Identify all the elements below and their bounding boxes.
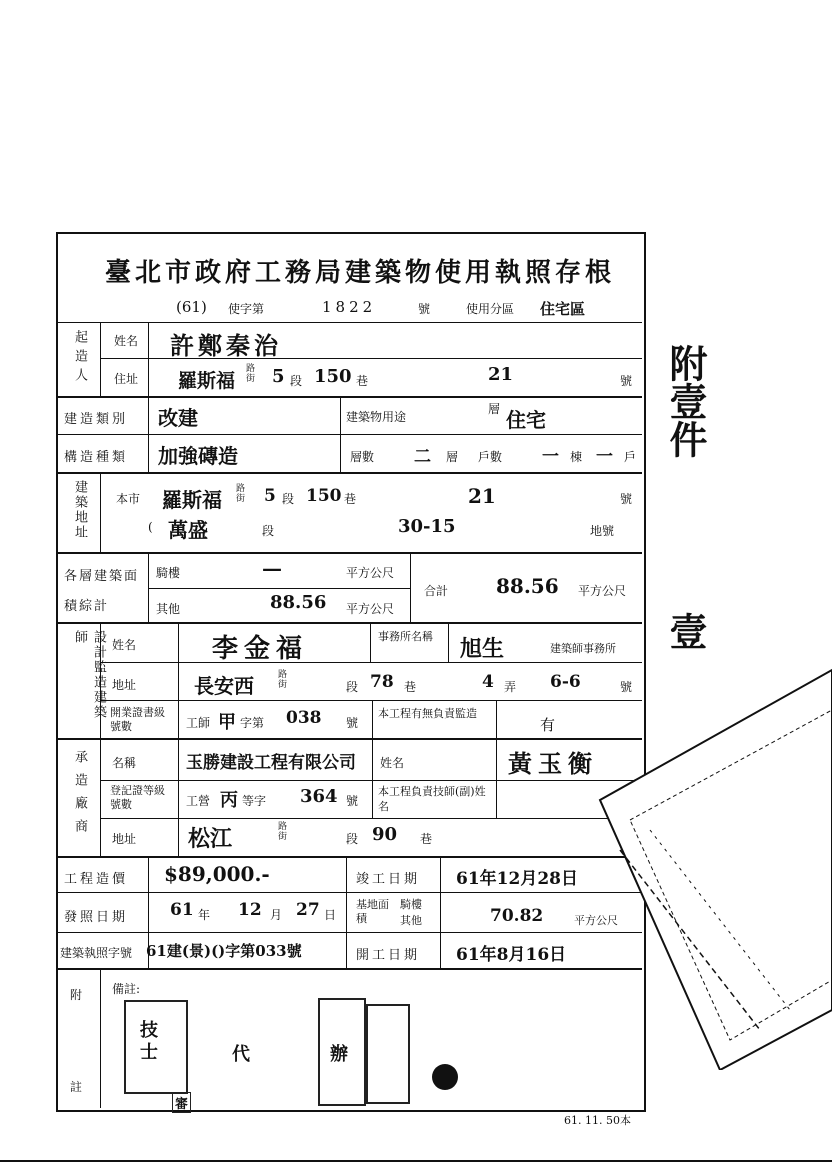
architect-supervisor-value: 有	[540, 716, 556, 734]
use-label: 建築物用途	[346, 410, 407, 424]
site-open-paren: (	[148, 520, 153, 534]
complete-value: 61年12月28日	[456, 869, 578, 889]
area-other-label: 其他	[156, 602, 181, 616]
applicant-address-section: 5	[272, 366, 285, 387]
structure-value: 加強磚造	[158, 444, 238, 468]
architect-license-no: 038	[286, 708, 322, 728]
architect-office-label: 事務所名稱	[378, 630, 433, 643]
contractor-address-road: 松江	[188, 826, 233, 852]
contractor-reg-suffix: 號	[346, 794, 359, 808]
architect-address-alley-unit: 弄	[504, 680, 517, 694]
architect-license-mid: 字第	[240, 716, 265, 730]
area-unit-2: 平方公尺	[346, 602, 395, 616]
architect-office-suffix: 建築師事務所	[550, 642, 616, 655]
issue-day-unit: 日	[324, 908, 337, 922]
applicant-name-label: 姓名	[114, 334, 139, 348]
site-section-unit: 段	[282, 492, 295, 506]
site-lot-value: 30-15	[398, 516, 456, 537]
architect-license-class: 甲	[218, 712, 236, 733]
issue-label: 發照日期	[64, 910, 129, 925]
area-arcade-label: 騎樓	[156, 566, 181, 580]
applicant-address-label: 住址	[114, 372, 139, 386]
base-label: 基地面積	[356, 898, 389, 925]
architect-address-alley: 4	[482, 672, 494, 692]
architect-group-label: 設計監造建築師	[72, 630, 106, 720]
architect-office-value: 旭生	[460, 636, 505, 662]
site-city: 本市	[116, 492, 141, 506]
area-other-value: 88.56	[270, 592, 327, 613]
build-permit-label: 建築執照字號	[60, 946, 133, 960]
site-district: 萬盛	[168, 518, 208, 542]
stamp-text-4: 審	[172, 1092, 191, 1113]
area-arcade-value: —	[262, 556, 282, 580]
units-unit: 棟	[570, 450, 583, 464]
architect-address-no: 6-6	[550, 672, 581, 692]
applicant-address-section-unit: 段	[290, 374, 303, 388]
architect-address-label: 地址	[112, 678, 137, 692]
units-suffix: 戶	[624, 450, 637, 464]
applicant-address-lane-unit: 巷	[356, 374, 369, 388]
applicant-address-road-type: 路街	[246, 364, 256, 384]
area-unit-3: 平方公尺	[578, 584, 627, 598]
permit-prefix: 使字第	[228, 302, 265, 316]
site-road-type: 路街	[236, 484, 246, 504]
architect-name-value: 李金福	[212, 634, 309, 664]
site-lane-unit: 巷	[344, 492, 357, 506]
stamp-box-3	[366, 1004, 410, 1104]
contractor-reg-label: 登記證等級號數	[110, 784, 165, 811]
folded-corner-overlay	[560, 650, 832, 1070]
base-unit: 平方公尺	[574, 914, 618, 927]
area-total-value: 88.56	[496, 574, 559, 598]
area-unit-1: 平方公尺	[346, 566, 395, 580]
contractor-address-road-type: 路街	[278, 822, 288, 842]
structure-label: 構造種類	[64, 450, 129, 465]
architect-name-label: 姓名	[112, 638, 137, 652]
site-lot-label: 段	[262, 524, 275, 538]
side-text-2: 壹	[663, 612, 708, 650]
zone-value: 住宅區	[540, 300, 586, 318]
contractor-address-lane-unit: 巷	[420, 832, 433, 846]
remarks-side-label-1: 附	[70, 988, 83, 1002]
use-value: 住宅	[506, 408, 546, 432]
remarks-note-label: 備註:	[112, 982, 141, 996]
architect-address-lane-unit: 巷	[404, 680, 417, 694]
permit-number: 1822	[322, 298, 377, 316]
zone-label: 使用分區	[466, 302, 515, 316]
base-value: 70.82	[490, 906, 544, 926]
floors-unit: 層	[446, 450, 459, 464]
ink-blot	[432, 1064, 458, 1090]
stamp-text-3: 辦	[330, 1044, 348, 1065]
use-unit: 層	[488, 402, 501, 416]
cost-label: 工程造價	[64, 872, 129, 887]
site-lane: 150	[306, 486, 342, 506]
cost-value: $89,000.-	[164, 862, 270, 886]
architect-address-section-unit: 段	[346, 680, 359, 694]
base-other: 其他	[400, 914, 422, 927]
contractor-address-section-unit: 段	[346, 832, 359, 846]
contractor-rep-label: 姓名	[380, 756, 405, 770]
remarks-side-label-2: 註	[70, 1080, 83, 1094]
architect-address-no-unit: 號	[620, 680, 633, 694]
contractor-reg-class: 丙	[220, 790, 238, 811]
side-text: 附壹件	[663, 344, 708, 458]
architect-license-suffix: 號	[346, 716, 359, 730]
applicant-address-no-unit: 號	[620, 374, 633, 388]
contractor-group-label: 承造廠商	[72, 750, 87, 842]
architect-address-road: 長安西	[194, 674, 254, 698]
units-value-2: 一	[596, 447, 613, 467]
contractor-name-value: 玉勝建設工程有限公司	[186, 753, 356, 773]
form-title: 臺北市政府工務局建築物使用執照存根	[104, 258, 615, 288]
units-label: 戶數	[478, 450, 503, 464]
base-arcade: 騎樓	[400, 898, 422, 911]
architect-address-road-type: 路街	[278, 670, 288, 690]
site-lot-suffix: 地號	[590, 524, 615, 538]
site-section: 5	[264, 486, 276, 506]
site-no: 21	[468, 484, 496, 508]
build-permit-value: 61建(景)()字第033號	[146, 942, 302, 960]
floors-value: 二	[414, 447, 431, 467]
contractor-reg-no: 364	[300, 786, 338, 807]
site-group-label: 建築地址	[72, 480, 87, 540]
form-footer: 61. 11. 50本	[564, 1114, 631, 1127]
start-value: 61年8月16日	[456, 945, 567, 965]
applicant-address-road: 羅斯福	[178, 370, 236, 392]
site-no-unit: 號	[620, 492, 633, 506]
applicant-group-label: 起造人	[72, 330, 87, 387]
category-value: 改建	[158, 406, 198, 430]
issue-year-unit: 年	[198, 908, 211, 922]
issue-month: 12	[238, 900, 262, 920]
stamp-text-1: 技士	[140, 1020, 158, 1063]
contractor-reg-prefix: 工營	[186, 794, 211, 808]
issue-month-unit: 月	[270, 908, 283, 922]
issue-year: 61	[170, 900, 194, 920]
architect-address-lane: 78	[370, 672, 394, 692]
category-label: 建造類別	[64, 412, 129, 427]
area-group-label: 各層建築面積綜計	[64, 569, 140, 614]
floors-label: 層數	[350, 450, 375, 464]
contractor-reg-mid: 等字	[242, 794, 267, 808]
architect-supervisor-label: 本工程有無負責監造	[378, 707, 477, 720]
applicant-address-no: 21	[488, 364, 514, 385]
applicant-name-value: 許鄭秦治	[170, 331, 282, 360]
contractor-tech-label: 本工程負責技師(副)姓名	[378, 785, 486, 813]
architect-license-prefix: 工師	[186, 716, 211, 730]
stamp-text-2: 代	[232, 1044, 250, 1065]
contractor-address-label: 地址	[112, 832, 137, 846]
contractor-name-label: 名稱	[112, 756, 137, 770]
contractor-rep-value: 黃玉衡	[508, 749, 598, 778]
site-road: 羅斯福	[162, 488, 222, 512]
start-label: 開工日期	[356, 948, 421, 963]
permit-suffix: 號	[418, 302, 431, 316]
contractor-address-lane: 90	[372, 824, 398, 845]
units-value: 一	[542, 447, 559, 467]
issue-day: 27	[296, 900, 320, 920]
complete-label: 竣工日期	[356, 872, 421, 887]
permit-year: (61)	[176, 298, 207, 316]
architect-license-label: 開業證書級號數	[110, 706, 165, 733]
applicant-address-lane: 150	[314, 366, 352, 387]
area-total-label: 合計	[424, 584, 449, 598]
